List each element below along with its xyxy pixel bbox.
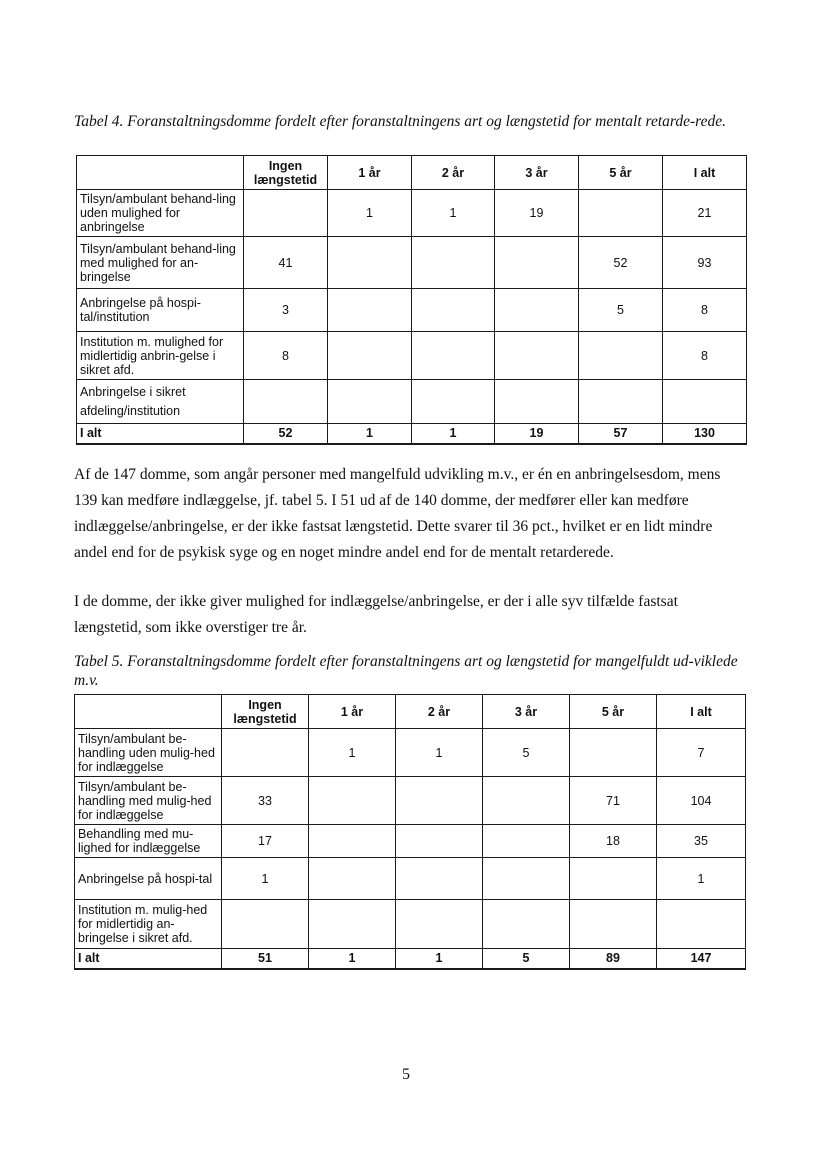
header-cell: 5 år xyxy=(570,695,657,729)
table4 xyxy=(76,155,747,445)
table-cell xyxy=(244,190,328,237)
table-cell: 5 xyxy=(579,289,663,332)
table-cell: 5 xyxy=(483,949,570,969)
table-cell xyxy=(309,858,396,900)
table4-caption: Tabel 4. Foranstaltningsdomme fordelt efter foranstaltningens art og længstetid for mentalt retarde-rede. xyxy=(74,113,726,130)
header-cell: Ingen længstetid xyxy=(244,156,328,190)
header-cell xyxy=(77,156,244,190)
page-number: 5 xyxy=(402,1066,410,1083)
table-cell: 8 xyxy=(663,332,747,380)
table-cell xyxy=(495,289,579,332)
table-cell: 1 xyxy=(396,949,483,969)
table-cell xyxy=(412,380,495,424)
row-label: Institution m. mulighed for midlertidig anbrin-gelse i sikret afd. xyxy=(77,332,244,380)
table-cell xyxy=(579,380,663,424)
table-cell: 1 xyxy=(309,949,396,969)
header-cell: I alt xyxy=(663,156,747,190)
table-cell xyxy=(483,900,570,949)
table-cell xyxy=(309,825,396,858)
table-cell: 19 xyxy=(495,424,579,444)
table-cell: 7 xyxy=(657,729,746,777)
table-cell: 1 xyxy=(657,858,746,900)
table-cell xyxy=(483,777,570,825)
table-cell: 93 xyxy=(663,237,747,289)
table-cell: 89 xyxy=(570,949,657,969)
table-cell: 57 xyxy=(579,424,663,444)
table-row xyxy=(77,190,747,237)
table-cell xyxy=(328,237,412,289)
table-cell xyxy=(495,332,579,380)
table-row xyxy=(77,289,747,332)
table-cell xyxy=(570,900,657,949)
table-cell: 1 xyxy=(412,424,495,444)
table-cell xyxy=(663,380,747,424)
table-cell xyxy=(483,858,570,900)
table-total-row xyxy=(77,424,747,444)
table-row xyxy=(75,777,746,825)
table-cell xyxy=(328,289,412,332)
table-cell xyxy=(396,900,483,949)
table-cell: 1 xyxy=(328,190,412,237)
table-cell xyxy=(412,332,495,380)
table-row xyxy=(75,858,746,900)
table-row xyxy=(75,729,746,777)
table-cell: 1 xyxy=(309,729,396,777)
table-cell xyxy=(309,777,396,825)
table-cell: 1 xyxy=(412,190,495,237)
table-cell xyxy=(657,900,746,949)
paragraph: Af de 147 domme, som angår personer med mangelfuld udvikling m.v., er én en anbringelsesdom, mens 139 kan medføre indlæggelse, jf. tabel 5. I 51 ud af de 140 domme, der medfører eller kan medføre indlæggelse/anbringelse, er der ikke fastsat længstetid. Dette svarer til 36 pct., hvilket er en lidt mindre andel end for de psykisk syge og en noget mindre andel end for de mentalt retarderede. xyxy=(74,466,721,561)
table-row xyxy=(75,900,746,949)
table-cell xyxy=(328,332,412,380)
header-cell: 1 år xyxy=(309,695,396,729)
header-cell: I alt xyxy=(657,695,746,729)
table-cell xyxy=(495,380,579,424)
row-label: I alt xyxy=(75,949,222,969)
table-cell: 1 xyxy=(328,424,412,444)
table-cell: 41 xyxy=(244,237,328,289)
table-row xyxy=(77,332,747,380)
table-cell xyxy=(495,237,579,289)
table-cell: 52 xyxy=(579,237,663,289)
table-cell xyxy=(579,190,663,237)
table-cell: 5 xyxy=(483,729,570,777)
table-cell: 1 xyxy=(396,729,483,777)
table-cell: 8 xyxy=(244,332,328,380)
table-cell xyxy=(570,858,657,900)
header-cell xyxy=(75,695,222,729)
table-cell xyxy=(222,900,309,949)
row-label: Anbringelse på hospi-tal xyxy=(75,858,222,900)
table-cell: 21 xyxy=(663,190,747,237)
header-cell: 5 år xyxy=(579,156,663,190)
table5 xyxy=(74,694,746,970)
header-cell: 2 år xyxy=(396,695,483,729)
row-label: Institution m. mulig-hed for midlertidig an-bringelse i sikret afd. xyxy=(75,900,222,949)
table-cell: 71 xyxy=(570,777,657,825)
table-cell: 8 xyxy=(663,289,747,332)
table-cell: 104 xyxy=(657,777,746,825)
table-cell xyxy=(244,380,328,424)
table-cell xyxy=(309,900,396,949)
table-header-row xyxy=(77,156,747,190)
table-cell xyxy=(483,825,570,858)
table-cell xyxy=(412,289,495,332)
table-cell: 130 xyxy=(663,424,747,444)
row-label: Tilsyn/ambulant be-handling uden mulig-hed for indlæggelse xyxy=(75,729,222,777)
header-cell: 3 år xyxy=(483,695,570,729)
table-row xyxy=(75,825,746,858)
row-label: Anbringelse på hospi-tal/institution xyxy=(77,289,244,332)
table-cell: 51 xyxy=(222,949,309,969)
table-cell: 3 xyxy=(244,289,328,332)
row-label: Tilsyn/ambulant be-handling med mulig-hed for indlæggelse xyxy=(75,777,222,825)
row-label: Behandling med mu-lighed for indlæggelse xyxy=(75,825,222,858)
table-cell xyxy=(570,729,657,777)
row-label: Tilsyn/ambulant behand-ling uden mulighed for anbringelse xyxy=(77,190,244,237)
header-cell: 1 år xyxy=(328,156,412,190)
table-cell xyxy=(579,332,663,380)
header-cell: 2 år xyxy=(412,156,495,190)
table-header-row xyxy=(75,695,746,729)
table-cell: 52 xyxy=(244,424,328,444)
table-cell: 33 xyxy=(222,777,309,825)
header-cell: Ingen længstetid xyxy=(222,695,309,729)
table-cell xyxy=(396,825,483,858)
header-cell: 3 år xyxy=(495,156,579,190)
table-cell: 147 xyxy=(657,949,746,969)
table-total-row xyxy=(75,949,746,969)
paragraph: I de domme, der ikke giver mulighed for indlæggelse/anbringelse, er der i alle syv tilfælde fastsat længstetid, som ikke overstiger tre år. xyxy=(74,593,678,636)
table-row xyxy=(77,237,747,289)
table-cell xyxy=(328,380,412,424)
table-cell: 35 xyxy=(657,825,746,858)
table5-caption: Tabel 5. Foranstaltningsdomme fordelt efter foranstaltningens art og længstetid for mangelfuldt ud-viklede m.v. xyxy=(74,653,738,689)
table-cell xyxy=(396,777,483,825)
table-cell: 19 xyxy=(495,190,579,237)
row-label: I alt xyxy=(77,424,244,444)
table-cell: 18 xyxy=(570,825,657,858)
row-label: Anbringelse i sikret afdeling/institution xyxy=(77,380,244,424)
table-cell: 17 xyxy=(222,825,309,858)
table-cell xyxy=(396,858,483,900)
table-row xyxy=(77,380,747,424)
row-label: Tilsyn/ambulant behand-ling med mulighed for an-bringelse xyxy=(77,237,244,289)
table-cell xyxy=(412,237,495,289)
table-cell xyxy=(222,729,309,777)
table-cell: 1 xyxy=(222,858,309,900)
